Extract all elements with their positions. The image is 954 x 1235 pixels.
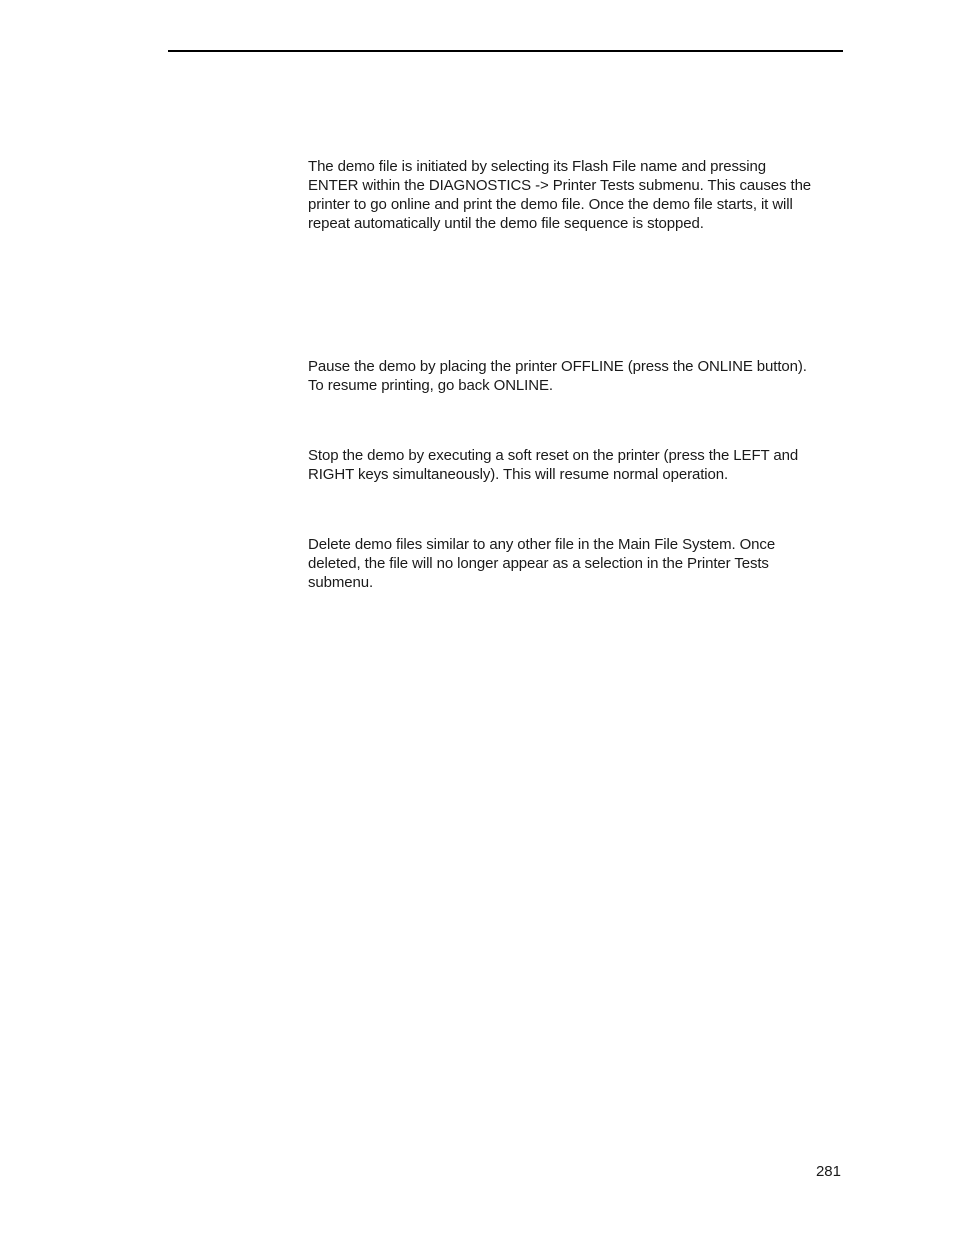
paragraph-initiate-demo: The demo file is initiated by selecting its Flash File name and pressing ENTER within the DIAGNOSTICS -> Printer Tests submenu. This causes the printer to go online and print the demo file. Once the demo file starts, it will repeat automatically until the demo file sequence is stopped.	[308, 158, 812, 232]
paragraph-delete-demo: Delete demo files similar to any other file in the Main File System. Once deleted, the file will no longer appear as a selection in the Printer Tests submenu.	[308, 536, 776, 591]
paragraph-stop-demo: Stop the demo by executing a soft reset on the printer (press the LEFT and RIGHT keys simultaneously). This will resume normal operation.	[308, 447, 799, 483]
page-number: 281	[815, 1163, 841, 1180]
paragraph-pause-demo: Pause the demo by placing the printer OFFLINE (press the ONLINE button). To resume printing, go back ONLINE.	[308, 358, 807, 394]
header-rule	[168, 50, 843, 52]
